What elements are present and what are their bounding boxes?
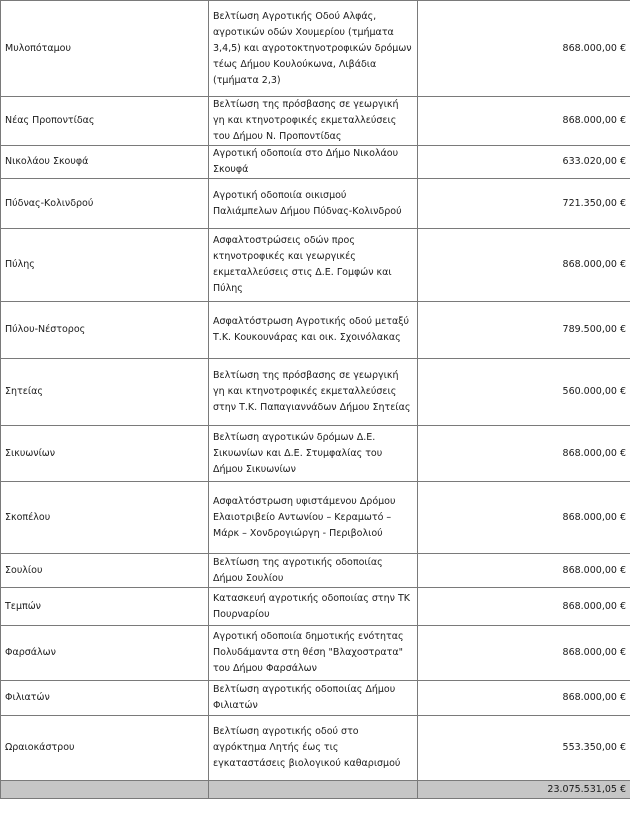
project-cell: Αγροτική οδοποιία δημοτικής ενότητας Πολυδάμαντα στη θέση "Βλαχοστρατα" του Δήμου Φαρσάλων <box>209 626 418 681</box>
table-row <box>1 588 630 626</box>
amount-cell: 868.000,00 € <box>418 426 630 482</box>
table-row <box>1 359 630 426</box>
area-cell: Τεμπών <box>1 588 209 626</box>
project-cell: Βελτίωση αγροτικής οδοποιίας Δήμου Φιλιατών <box>209 681 418 716</box>
amount-cell: 868.000,00 € <box>418 1 630 97</box>
table-row <box>1 554 630 588</box>
project-cell: Ασφαλτοστρώσεις οδών προς κτηνοτροφικές και γεωργικές εκμεταλλεύσεις στις Δ.Ε. Γομφών και Πύλης <box>209 229 418 302</box>
table-row <box>1 716 630 781</box>
amount-cell: 868.000,00 € <box>418 626 630 681</box>
amount-cell: 868.000,00 € <box>418 229 630 302</box>
area-cell: Σικυωνίων <box>1 426 209 482</box>
project-cell: Κατασκευή αγροτικής οδοποιίας στην ΤΚ Πουρναρίου <box>209 588 418 626</box>
area-cell: Σητείας <box>1 359 209 426</box>
project-cell: Αγροτική οδοποιία στο Δήμο Νικολάου Σκουφά <box>209 146 418 179</box>
area-cell: Φαρσάλων <box>1 626 209 681</box>
area-cell: Πύλου-Νέστορος <box>1 302 209 359</box>
amount-cell: 868.000,00 € <box>418 482 630 554</box>
total-area-cell <box>1 781 209 799</box>
amount-cell: 560.000,00 € <box>418 359 630 426</box>
area-cell: Πύδνας-Κολινδρού <box>1 179 209 229</box>
amount-cell: 721.350,00 € <box>418 179 630 229</box>
area-cell: Ωραιοκάστρου <box>1 716 209 781</box>
table-row <box>1 179 630 229</box>
table-row <box>1 681 630 716</box>
project-cell: Ασφαλτόστρωση υφιστάμενου Δρόμου Ελαιοτριβείο Αντωνίου – Κεραμωτό – Μάρκ – Χονδρογιώργη - Περιβολιού <box>209 482 418 554</box>
total-amount-cell: 23.075.531,05 € <box>418 781 630 799</box>
area-cell: Σουλίου <box>1 554 209 588</box>
amount-cell: 633.020,00 € <box>418 146 630 179</box>
amount-cell: 868.000,00 € <box>418 97 630 146</box>
project-cell: Ασφαλτόστρωση Αγροτικής οδού μεταξύ Τ.Κ. Κουκουνάρας και οικ. Σχοινόλακας <box>209 302 418 359</box>
funding-table-body <box>1 1 630 799</box>
project-cell: Αγροτική οδοποιία οικισμού Παλιάμπελων Δήμου Πύδνας-Κολινδρού <box>209 179 418 229</box>
project-cell: Βελτίωση της αγροτικής οδοποιίας Δήμου Σουλίου <box>209 554 418 588</box>
total-project-cell <box>209 781 418 799</box>
area-cell: Σκοπέλου <box>1 482 209 554</box>
amount-cell: 553.350,00 € <box>418 716 630 781</box>
area-cell: Μυλοπόταμου <box>1 1 209 97</box>
table-row <box>1 229 630 302</box>
project-cell: Βελτίωση Αγροτικής Οδού Αλφάς, αγροτικών οδών Χουμερίου (τμήματα 3,4,5) και αγροτοκτηνοτροφικών δρόμων τέως Δήμου Κουλούκωνα, Λιβάδια (τμήματα 2,3) <box>209 1 418 97</box>
area-cell: Πύλης <box>1 229 209 302</box>
amount-cell: 868.000,00 € <box>418 554 630 588</box>
table-row <box>1 426 630 482</box>
project-cell: Βελτίωση αγροτικής οδού στο αγρόκτημα Λητής έως τις εγκαταστάσεις βιολογικού καθαρισμού <box>209 716 418 781</box>
project-cell: Βελτίωση της πρόσβασης σε γεωργική γη και κτηνοτροφικές εκμεταλλεύσεις του Δήμου Ν. Προποντίδας <box>209 97 418 146</box>
table-row <box>1 1 630 97</box>
amount-cell: 868.000,00 € <box>418 588 630 626</box>
project-cell: Βελτίωση αγροτικών δρόμων Δ.Ε. Σικυωνίων και Δ.Ε. Στυμφαλίας του Δήμου Σικυωνίων <box>209 426 418 482</box>
table-row <box>1 482 630 554</box>
amount-cell: 868.000,00 € <box>418 681 630 716</box>
amount-cell: 789.500,00 € <box>418 302 630 359</box>
project-cell: Βελτίωση της πρόσβασης σε γεωργική γη και κτηνοτροφικές εκμεταλλεύσεις στην Τ.Κ. Παπαγιαννάδων Δήμου Σητείας <box>209 359 418 426</box>
table-row <box>1 146 630 179</box>
table-row <box>1 302 630 359</box>
area-cell: Νικολάου Σκουφά <box>1 146 209 179</box>
table-row <box>1 97 630 146</box>
table-row <box>1 626 630 681</box>
area-cell: Φιλιατών <box>1 681 209 716</box>
area-cell: Νέας Προποντίδας <box>1 97 209 146</box>
total-row <box>1 781 630 799</box>
